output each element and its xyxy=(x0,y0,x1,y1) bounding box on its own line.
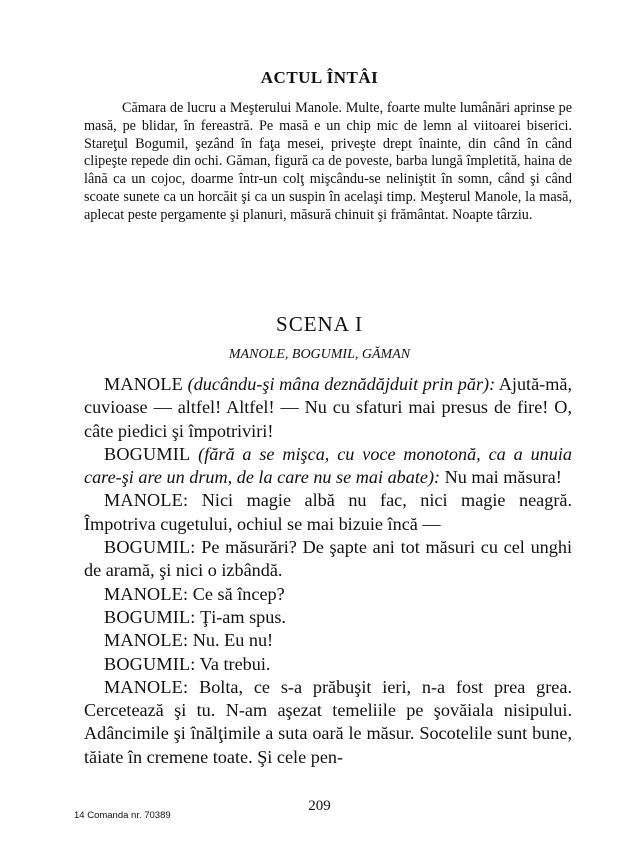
dialogue-text: Nu mai măsura! xyxy=(440,467,562,488)
page-number: 209 xyxy=(308,798,331,814)
dialogue-line xyxy=(84,583,572,606)
dialogue-text: Ce să încep? xyxy=(188,583,285,604)
speaker-name: MANOLE: xyxy=(104,676,189,697)
stage-direction-paragraph: Cămara de lucru a Meşterului Manole. Multe, foarte multe lumânări aprinse pe masă, pe blidar, în fereastră. Pe masă e un chip mic de lemn al viitoarei biserici. Stareţul Bogumil, şezând în faţa mesei, priveşte drept înainte, din când în când clipeşte repede din ochi. Găman, figură ca de poveste, barba lungă împletită, haina de lână ca un cojoc, doarme într-un colţ mişcându-se neliniştit în somn, când şi când scoate sunete ca un horcăit şi ca un suspin în acelaşi timp. Meşterul Manole, la masă, aplecat peste pergamente şi planuri, măsură chinuit şi frământat. Noapte târziu. xyxy=(84,100,572,223)
dialogue-line xyxy=(84,606,572,629)
scene-title: SCENA I xyxy=(276,312,363,336)
act-title: ACTUL ÎNTÂI xyxy=(260,68,379,87)
dialogue-line xyxy=(84,629,572,652)
dialogue-text: Nu. Eu nu! xyxy=(188,630,274,651)
stage-direction-inline: (ducându-şi mâna deznădăjduit prin păr): xyxy=(187,374,496,394)
speaker-name: BOGUMIL: xyxy=(104,653,196,674)
dialogue-line xyxy=(84,653,572,676)
speaker-name: MANOLE xyxy=(104,374,183,394)
speaker-name: BOGUMIL: xyxy=(104,606,196,627)
speaker-name: MANOLE: xyxy=(104,630,189,651)
dialogue-text: Pe măsurări? De şapte ani tot măsuri cu cel unghi de aramă, şi nici o izbândă. xyxy=(84,537,572,581)
dialogue-line xyxy=(84,676,572,769)
speaker-name: MANOLE: xyxy=(104,490,189,511)
dialogue-line xyxy=(84,489,572,536)
dialogue-text: Va trebui. xyxy=(195,653,271,674)
dialogue-text: Nici magie albă nu fac, nici magie neagră. Împotriva cugetului, ochiul se mai bizuie încă — xyxy=(84,490,572,534)
dialogue-text: Ţi-am spus. xyxy=(195,606,286,627)
scene-characters: MANOLE, BOGUMIL, GĂMAN xyxy=(228,347,411,362)
dialogue-line xyxy=(84,536,572,583)
dialogue-text: Ajută-mă, cuvioase — altfel! Altfel! — Nu cu sfaturi mai presus de fire! O, câte piedici şi împotriviri! xyxy=(84,374,572,441)
printer-footer-note: 14 Comanda nr. 70389 xyxy=(74,810,171,821)
speaker-name: BOGUMIL: xyxy=(104,537,196,558)
stage-direction-inline: (fără a se mişca, cu voce monotonă, ca a unuia care-şi are un drum, de la care nu se mai abate): xyxy=(84,443,573,488)
dialogue-block xyxy=(84,373,572,769)
speaker-name: BOGUMIL xyxy=(104,443,191,464)
dialogue-line xyxy=(84,373,572,443)
dialogue-text: Bolta, ce s-a prăbuşit ieri, n-a fost prea grea. Cercetează şi tu. N-am aşezat temeliile pe şovăiala nisipului. Adâncimile şi înălţimile a suta oară le măsur. Socotelile sunt bune, tăiate în cremene toate. Şi cele pen- xyxy=(84,676,572,767)
dialogue-line xyxy=(84,443,572,490)
speaker-name: MANOLE: xyxy=(104,583,189,604)
